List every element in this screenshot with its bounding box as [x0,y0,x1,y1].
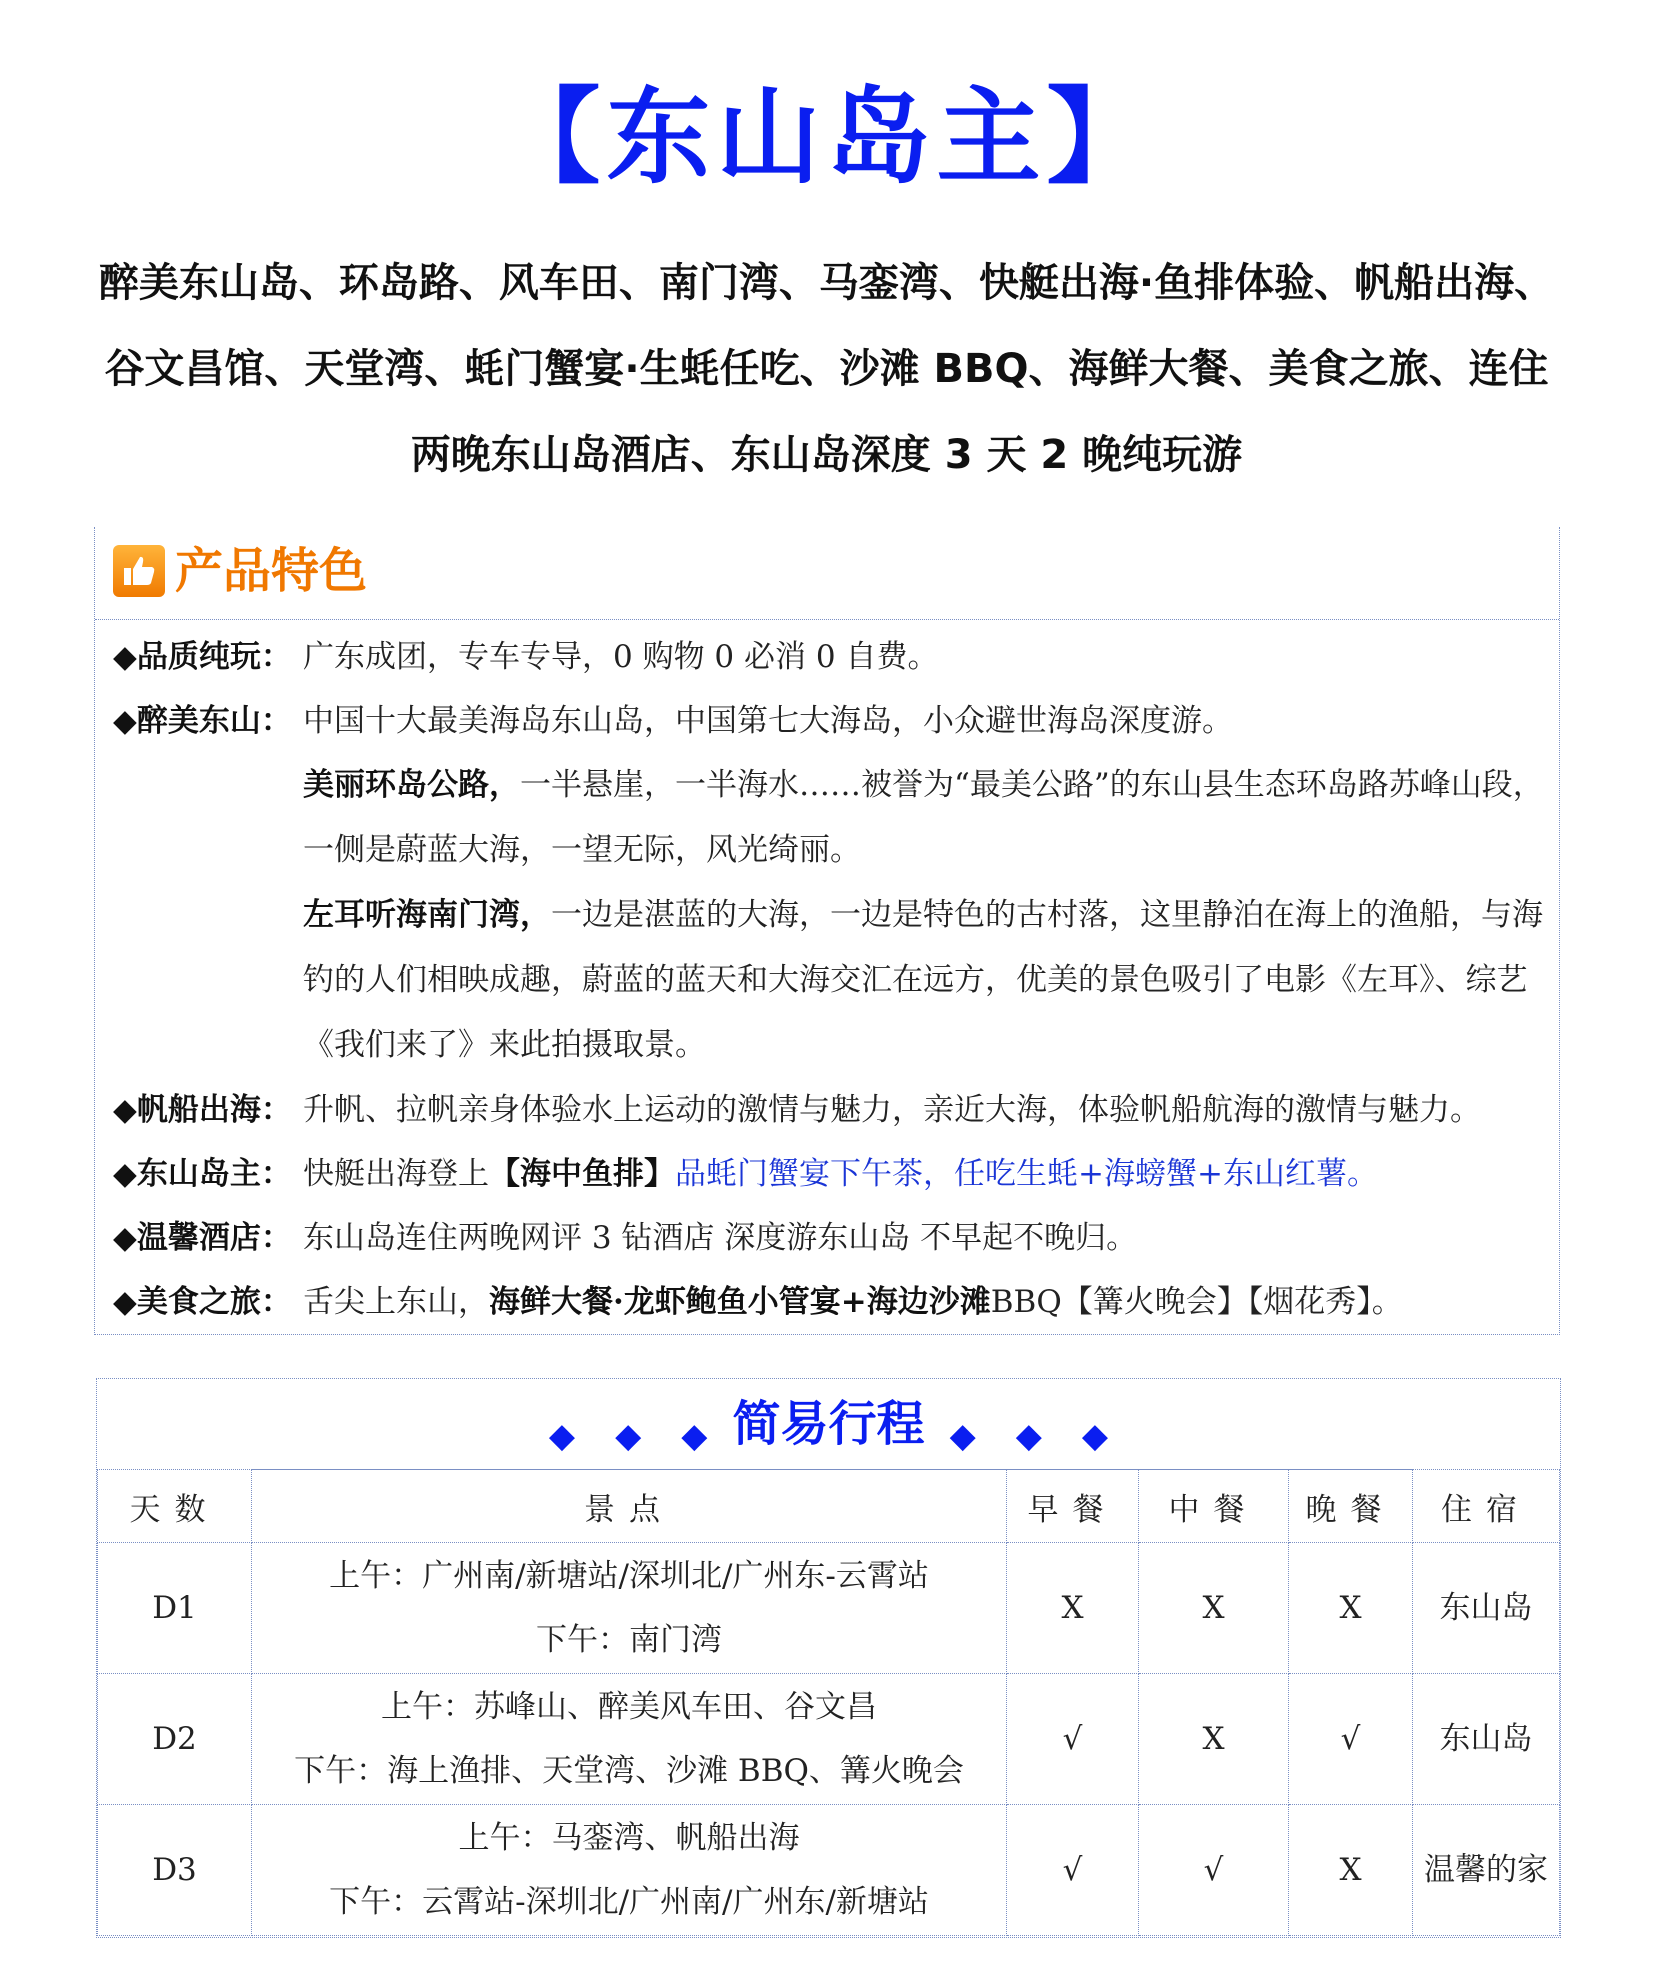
paragraph-text: 一半悬崖，一半海水……被誉为“最美公路”的东山县生态环岛路苏峰山段，一侧是蔚蓝大海，一望无际，风光绮丽。 [303,767,1544,868]
breakfast-cell: √ [1007,1805,1139,1936]
feature-paragraph [303,753,1545,883]
schedule-table [97,1469,1560,1936]
stay-cell: 东山岛 [1413,1543,1560,1674]
feature-sail [113,1078,1545,1142]
day-cell: D2 [98,1674,252,1805]
diamond-icon: ◆ [615,1415,642,1456]
day-cell: D3 [98,1805,252,1936]
morning-spots: 上午：苏峰山、醉美风车田、谷文昌 [381,1689,877,1725]
features-heading: 产品特色 [175,543,368,599]
morning-spots: 上午：广州南/新塘站/深圳北/广州东-云霄站 [329,1558,929,1594]
lunch-cell: X [1139,1674,1289,1805]
dinner-cell: X [1289,1805,1413,1936]
dinner-cell: X [1289,1543,1413,1674]
diamond-icon: ◆ [548,1415,576,1456]
schedule-header [97,1379,1560,1470]
lunch-cell: X [1139,1543,1289,1674]
feature-label: ◆帆船出海： [113,1092,292,1128]
feature-quality [113,625,1545,689]
afternoon-spots: 下午：云霄站-深圳北/广州南/广州东/新塘站 [329,1884,929,1920]
feature-label: ◆东山岛主： [113,1156,292,1192]
stay-cell: 温馨的家 [1413,1805,1560,1936]
diamond-icon: ◆ [949,1415,976,1456]
spots-cell [252,1674,1007,1805]
feature-bold: 【海中鱼排】 [489,1156,675,1192]
col-header-stay: 住宿 [1413,1470,1560,1543]
table-header-row [98,1470,1560,1543]
feature-beauty [113,689,1545,753]
feature-text: 升帆、拉帆亲身体验水上运动的激情与魅力，亲近大海，体验帆船航海的激情与魅力。 [303,1092,1481,1128]
feature-hotel [113,1206,1545,1270]
morning-spots: 上午：马銮湾、帆船出海 [458,1820,800,1856]
col-header-dinner: 晚餐 [1289,1470,1413,1543]
feature-paragraph [303,883,1545,1078]
table-row [98,1543,1560,1674]
feature-food [113,1270,1545,1334]
feature-bold: 海鲜大餐·龙虾鲍鱼小管宴+海边沙滩 [489,1284,991,1320]
spots-cell [252,1543,1007,1674]
col-header-breakfast: 早餐 [1007,1470,1139,1543]
afternoon-spots: 下午：海上渔排、天堂湾、沙滩 BBQ、篝火晚会 [294,1753,964,1789]
feature-tail: BBQ【篝火晚会】【烟花秀】。 [990,1284,1403,1320]
paragraph-text: 一边是湛蓝的大海，一边是特色的古村落，这里静泊在海上的渔船，与海钓的人们相映成趣，蔚蓝的蓝天和大海交汇在远方，优美的景色吸引了电影《左耳》、综艺《我们来了》来此拍摄取景。 [303,897,1543,1063]
paragraph-bold: 美丽环岛公路， [303,767,520,803]
feature-text: 中国十大最美海岛东山岛，中国第七大海岛，小众避世海岛深度游。 [303,703,1233,739]
col-header-days: 天数 [98,1470,252,1543]
diamond-icon: ◆ [681,1415,708,1456]
page-subtitle: 醉美东山岛、环岛路、风车田、南门湾、马銮湾、快艇出海·鱼排体验、帆船出海、谷文昌馆、天堂湾、蚝门蟹宴·生蚝任吃、沙滩 BBQ、海鲜大餐、美食之旅、连住两晚东山岛酒店、东山岛深度 3 天 2 晚纯玩游 [98,260,1555,478]
features-box [94,527,1560,1335]
schedule-title: 简易行程 [732,1396,925,1452]
feature-label: ◆醉美东山： [113,703,292,739]
feature-text: 舌尖上东山， [303,1284,489,1320]
table-row [98,1805,1560,1936]
feature-label: ◆美食之旅： [113,1284,292,1320]
table-row [98,1674,1560,1805]
lunch-cell: √ [1139,1805,1289,1936]
features-header [95,527,1559,620]
diamond-icon: ◆ [1081,1415,1109,1456]
breakfast-cell: √ [1007,1674,1139,1805]
feature-text: 广东成团，专车专导，0 购物 0 必消 0 自费。 [303,639,939,675]
feature-text: 快艇出海登上 [303,1156,489,1192]
thumbs-up-icon [113,545,165,597]
breakfast-cell: X [1007,1543,1139,1674]
feature-highlight: 品蚝门蟹宴下午茶，任吃生蚝+海螃蟹+东山红薯。 [675,1156,1378,1192]
schedule-box [96,1378,1561,1938]
afternoon-spots: 下午：南门湾 [536,1622,722,1658]
page-title: 【东山岛主】 [496,76,1157,198]
col-header-spots: 景点 [252,1470,1007,1543]
features-list [113,625,1545,1334]
stay-cell: 东山岛 [1413,1674,1560,1805]
day-cell: D1 [98,1543,252,1674]
feature-text: 东山岛连住两晚网评 3 钻酒店 深度游东山岛 不早起不晚归。 [303,1220,1138,1256]
feature-label: ◆品质纯玩： [113,639,292,675]
paragraph-bold: 左耳听海南门湾， [303,897,551,933]
feature-master [113,1142,1545,1206]
diamond-icon: ◆ [1015,1415,1042,1456]
col-header-lunch: 中餐 [1139,1470,1289,1543]
feature-label: ◆温馨酒店： [113,1220,292,1256]
spots-cell [252,1805,1007,1936]
dinner-cell: √ [1289,1674,1413,1805]
